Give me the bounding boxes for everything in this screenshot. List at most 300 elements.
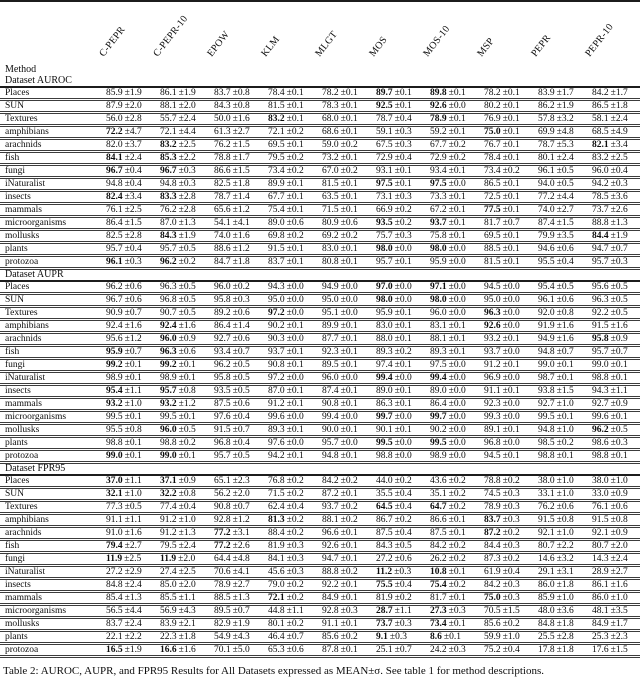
mean-value: 56.9	[160, 606, 177, 616]
std-value: ±0.5	[610, 295, 628, 305]
mean-value: 95.7	[106, 244, 123, 254]
mean-value: 83.2	[592, 153, 609, 163]
value-cell	[100, 126, 154, 139]
section-label: Dataset FPR95	[0, 463, 640, 476]
std-value: ±0.9	[610, 489, 628, 499]
value-cell	[532, 372, 586, 385]
mean-value: 90.2	[268, 321, 285, 331]
value-cell	[478, 553, 532, 566]
value-cell	[316, 631, 370, 644]
std-value: ±2.0	[178, 101, 196, 111]
std-value: ±0.1	[448, 334, 466, 344]
mean-value: 97.5	[376, 179, 393, 189]
std-value: ±5.3	[556, 140, 574, 150]
mean-value: 86.1	[592, 580, 609, 590]
std-value: ±2.1	[178, 619, 196, 629]
std-value: ±0.6	[340, 218, 358, 228]
value-cell	[532, 294, 586, 307]
mean-value: 56.0	[106, 114, 123, 124]
std-value: ±0.1	[502, 244, 520, 254]
mean-value: 83.9	[160, 619, 177, 629]
value-cell	[316, 605, 370, 618]
mean-value: 89.0	[430, 386, 447, 396]
value-cell	[370, 644, 424, 657]
value-cell	[208, 320, 262, 333]
std-value: ±0.1	[448, 515, 466, 525]
value-cell	[370, 475, 424, 488]
mean-value: 85.4	[106, 593, 123, 603]
mean-value: 59.2	[430, 127, 447, 137]
std-value: ±1.7	[556, 88, 574, 98]
value-cell	[586, 631, 640, 644]
column-header-label: MOS-10	[421, 23, 453, 60]
value-cell	[262, 618, 316, 631]
value-cell	[262, 540, 316, 553]
value-cell	[262, 307, 316, 320]
mean-value: 99.0	[160, 451, 177, 461]
std-value: ±0.4	[286, 502, 304, 512]
mean-value: 77.5	[484, 205, 501, 215]
std-value: ±2.8	[178, 205, 196, 215]
mean-value: 75.5	[376, 580, 393, 590]
value-cell	[586, 605, 640, 618]
value-cell	[478, 385, 532, 398]
std-value: ±0.0	[394, 438, 412, 448]
std-value: ±0.1	[340, 347, 358, 357]
value-cell	[586, 540, 640, 553]
std-value: ±0.1	[340, 179, 358, 189]
std-value: ±0.5	[178, 282, 196, 292]
std-value: ±2.0	[610, 541, 628, 551]
value-cell	[208, 566, 262, 579]
table-row	[0, 152, 640, 165]
table-row	[0, 579, 640, 592]
value-cell	[100, 165, 154, 178]
table-row	[0, 230, 640, 243]
mean-value: 80.7	[592, 541, 609, 551]
value-cell	[316, 527, 370, 540]
std-value: ±1.2	[124, 334, 142, 344]
value-cell	[154, 230, 208, 243]
mean-value: 89.1	[484, 425, 501, 435]
value-cell	[154, 566, 208, 579]
value-cell	[208, 372, 262, 385]
mean-value: 97.5	[430, 360, 447, 370]
mean-value: 85.6	[484, 619, 501, 629]
value-cell	[370, 243, 424, 256]
mean-value: 88.5	[214, 593, 231, 603]
mean-value: 99.4	[430, 373, 447, 383]
std-value: ±2.5	[178, 140, 196, 150]
std-value: ±0.1	[502, 114, 520, 124]
std-value: ±0.0	[286, 282, 304, 292]
mean-value: 80.1	[268, 619, 285, 629]
value-cell	[316, 566, 370, 579]
mean-value: 81.9	[268, 541, 285, 551]
value-cell	[478, 398, 532, 411]
value-cell	[424, 553, 478, 566]
mean-value: 74.0	[214, 231, 231, 241]
std-value: ±0.0	[394, 295, 412, 305]
row-label: mammals	[0, 204, 100, 217]
value-cell	[478, 87, 532, 100]
mean-value: 61.9	[484, 567, 501, 577]
std-value: ±0.2	[340, 476, 358, 486]
mean-value: 95.5	[106, 425, 123, 435]
mean-value: 90.8	[322, 399, 339, 409]
value-cell	[154, 217, 208, 230]
value-cell	[370, 100, 424, 113]
mean-value: 87.5	[214, 399, 231, 409]
mean-value: 96.2	[106, 282, 123, 292]
std-value: ±0.1	[286, 451, 304, 461]
value-cell	[100, 385, 154, 398]
std-value: ±0.5	[610, 308, 628, 318]
mean-value: 94.8	[538, 347, 555, 357]
table-row	[0, 333, 640, 346]
value-cell	[154, 553, 208, 566]
value-cell	[478, 256, 532, 269]
std-value: ±0.1	[556, 412, 574, 422]
std-value: ±2.4	[178, 114, 196, 124]
mean-value: 75.8	[430, 231, 447, 241]
std-value: ±0.1	[448, 205, 466, 215]
std-value: ±4.4	[124, 606, 142, 616]
mean-value: 95.4	[538, 282, 555, 292]
value-cell	[262, 501, 316, 514]
mean-value: 69.2	[322, 231, 339, 241]
std-value: ±1.6	[124, 528, 142, 538]
mean-value: 26.2	[430, 554, 447, 564]
value-cell	[100, 514, 154, 527]
mean-value: 78.7	[376, 114, 393, 124]
std-value: ±2.9	[124, 567, 142, 577]
value-cell	[478, 501, 532, 514]
std-value: ±1.5	[232, 140, 250, 150]
std-value: ±1.1	[124, 476, 142, 486]
value-cell	[316, 320, 370, 333]
mean-value: 76.2	[214, 140, 231, 150]
value-cell	[262, 139, 316, 152]
value-cell	[532, 644, 586, 657]
value-cell	[424, 204, 478, 217]
row-label: Places	[0, 87, 100, 100]
std-value: ±0.3	[340, 606, 358, 616]
value-cell	[478, 113, 532, 126]
mean-value: 88.8	[322, 567, 339, 577]
value-cell	[208, 514, 262, 527]
std-value: ±0.2	[394, 515, 412, 525]
row-label: SUN	[0, 294, 100, 307]
mean-value: 11.2	[376, 567, 393, 577]
std-value: ±0.7	[232, 606, 250, 616]
value-cell	[208, 139, 262, 152]
mean-value: 85.3	[160, 153, 177, 163]
mean-value: 92.8	[322, 606, 339, 616]
value-cell	[478, 204, 532, 217]
mean-value: 78.8	[484, 476, 501, 486]
value-cell	[262, 100, 316, 113]
value-cell	[316, 152, 370, 165]
mean-value: 44.0	[376, 476, 393, 486]
std-value: ±0.1	[448, 192, 466, 202]
table-row	[0, 165, 640, 178]
std-value: ±0.7	[232, 425, 250, 435]
mean-value: 94.8	[106, 179, 123, 189]
mean-value: 43.6	[430, 476, 447, 486]
std-value: ±0.1	[340, 360, 358, 370]
mean-value: 79.0	[268, 580, 285, 590]
value-cell	[100, 488, 154, 501]
value-cell	[208, 178, 262, 191]
value-cell	[532, 385, 586, 398]
value-cell	[370, 204, 424, 217]
mean-value: 94.9	[538, 334, 555, 344]
mean-value: 95.7	[376, 257, 393, 267]
mean-value: 78.5	[592, 192, 609, 202]
std-value: ±4.3	[178, 606, 196, 616]
mean-value: 98.0	[430, 244, 447, 254]
value-cell	[478, 618, 532, 631]
std-value: ±1.9	[124, 645, 142, 655]
value-cell	[100, 204, 154, 217]
std-value: ±0.3	[394, 567, 412, 577]
mean-value: 92.7	[538, 399, 555, 409]
value-cell	[154, 139, 208, 152]
mean-value: 65.1	[214, 476, 231, 486]
mean-value: 56.5	[106, 606, 123, 616]
std-value: ±0.1	[340, 244, 358, 254]
std-value: ±0.1	[178, 412, 196, 422]
std-value: ±1.8	[178, 632, 196, 642]
std-value: ±1.6	[610, 580, 628, 590]
value-cell	[262, 178, 316, 191]
row-label: fungi	[0, 359, 100, 372]
value-cell	[424, 243, 478, 256]
column-header-label: MOS	[367, 34, 390, 59]
std-value: ±0.1	[286, 321, 304, 331]
value-cell	[370, 631, 424, 644]
std-value: ±0.2	[502, 528, 520, 538]
mean-value: 91.1	[484, 386, 501, 396]
value-cell	[370, 165, 424, 178]
std-value: ±0.1	[340, 399, 358, 409]
value-cell	[208, 488, 262, 501]
mean-value: 95.7	[592, 257, 609, 267]
value-cell	[478, 294, 532, 307]
mean-value: 96.2	[214, 360, 231, 370]
mean-value: 68.6	[322, 127, 339, 137]
table-row	[0, 359, 640, 372]
mean-value: 98.8	[106, 438, 123, 448]
std-value: ±0.3	[178, 166, 196, 176]
std-value: ±0.8	[556, 308, 574, 318]
value-cell	[208, 359, 262, 372]
mean-value: 72.1	[268, 593, 285, 603]
value-cell	[370, 359, 424, 372]
std-value: ±0.1	[502, 101, 520, 111]
mean-value: 84.3	[160, 231, 177, 241]
std-value: ±4.4	[556, 192, 574, 202]
mean-value: 84.8	[538, 619, 555, 629]
std-value: ±0.2	[394, 205, 412, 215]
std-value: ±0.0	[286, 295, 304, 305]
std-value: ±0.3	[286, 554, 304, 564]
std-value: ±0.4	[394, 580, 412, 590]
mean-value: 98.8	[538, 451, 555, 461]
mean-value: 54.9	[214, 632, 231, 642]
std-value: ±3.6	[556, 606, 574, 616]
value-cell	[586, 644, 640, 657]
mean-value: 92.6	[430, 101, 447, 111]
std-value: ±2.4	[124, 580, 142, 590]
std-value: ±0.3	[610, 438, 628, 448]
value-cell	[208, 424, 262, 437]
value-cell	[478, 592, 532, 605]
std-value: ±0.7	[556, 347, 574, 357]
std-value: ±3.2	[556, 554, 574, 564]
std-value: ±0.2	[448, 580, 466, 590]
mean-value: 96.1	[538, 166, 555, 176]
mean-value: 96.2	[160, 257, 177, 267]
table-row	[0, 294, 640, 307]
mean-value: 96.3	[592, 295, 609, 305]
std-value: ±2.0	[178, 580, 196, 590]
value-cell	[370, 152, 424, 165]
mean-value: 87.3	[484, 554, 501, 564]
mean-value: 71.5	[322, 205, 339, 215]
mean-value: 81.7	[484, 218, 501, 228]
mean-value: 69.5	[268, 140, 285, 150]
value-cell	[478, 126, 532, 139]
value-cell	[208, 217, 262, 230]
mean-value: 95.1	[322, 308, 339, 318]
mean-value: 72.5	[484, 192, 501, 202]
std-value: ±0.4	[124, 179, 142, 189]
std-value: ±0.1	[340, 192, 358, 202]
std-value: ±1.4	[232, 192, 250, 202]
mean-value: 95.6	[106, 334, 123, 344]
value-cell	[424, 152, 478, 165]
mean-value: 82.5	[106, 231, 123, 241]
mean-value: 59.0	[322, 140, 339, 150]
std-value: ±0.1	[394, 386, 412, 396]
value-cell	[208, 87, 262, 100]
mean-value: 88.1	[430, 334, 447, 344]
column-header-pepr-10	[583, 1, 640, 76]
value-cell	[208, 152, 262, 165]
mean-value: 88.4	[268, 528, 285, 538]
mean-value: 67.7	[268, 192, 285, 202]
mean-value: 78.9	[484, 502, 501, 512]
mean-value: 10.8	[430, 567, 447, 577]
std-value: ±0.3	[502, 541, 520, 551]
std-value: ±1.5	[124, 218, 142, 228]
value-cell	[262, 566, 316, 579]
mean-value: 83.1	[430, 321, 447, 331]
value-cell	[316, 475, 370, 488]
value-cell	[154, 475, 208, 488]
std-value: ±0.1	[178, 373, 196, 383]
table-row	[0, 527, 640, 540]
mean-value: 96.3	[484, 308, 501, 318]
mean-value: 87.2	[484, 528, 501, 538]
value-cell	[316, 372, 370, 385]
mean-value: 72.9	[376, 153, 393, 163]
std-value: ±1.1	[124, 386, 142, 396]
std-value: ±3.7	[124, 140, 142, 150]
value-cell	[424, 165, 478, 178]
value-cell	[370, 307, 424, 320]
value-cell	[154, 320, 208, 333]
std-value: ±0.0	[340, 373, 358, 383]
mean-value: 90.3	[268, 334, 285, 344]
mean-value: 86.2	[538, 101, 555, 111]
value-cell	[532, 346, 586, 359]
std-value: ±0.1	[340, 205, 358, 215]
value-cell	[370, 424, 424, 437]
value-cell	[424, 475, 478, 488]
mean-value: 91.9	[538, 321, 555, 331]
value-cell	[532, 566, 586, 579]
mean-value: 95.7	[592, 347, 609, 357]
mean-value: 33.0	[592, 489, 609, 499]
std-value: ±0.1	[448, 114, 466, 124]
column-header-label: EPOW	[205, 29, 232, 59]
mean-value: 91.5	[592, 321, 609, 331]
std-value: ±0.4	[502, 645, 520, 655]
value-cell	[424, 333, 478, 346]
std-value: ±0.3	[394, 127, 412, 137]
value-cell	[100, 618, 154, 631]
mean-value: 94.0	[538, 179, 555, 189]
value-cell	[154, 514, 208, 527]
mean-value: 86.4	[106, 218, 123, 228]
row-label: mammals	[0, 398, 100, 411]
row-label: SUN	[0, 100, 100, 113]
mean-value: 81.9	[376, 593, 393, 603]
mean-value: 81.5	[484, 257, 501, 267]
section-row-dataset-fpr95	[0, 463, 640, 476]
value-cell	[316, 307, 370, 320]
mean-value: 94.9	[322, 282, 339, 292]
mean-value: 81.7	[430, 593, 447, 603]
mean-value: 57.8	[538, 114, 555, 124]
mean-value: 98.0	[430, 295, 447, 305]
mean-value: 87.8	[322, 645, 339, 655]
mean-value: 94.8	[322, 451, 339, 461]
mean-value: 93.7	[484, 347, 501, 357]
std-value: ±0.0	[286, 308, 304, 318]
std-value: ±0.0	[502, 282, 520, 292]
value-cell	[208, 281, 262, 294]
value-cell	[586, 450, 640, 463]
table-row	[0, 488, 640, 501]
std-value: ±0.1	[448, 231, 466, 241]
value-cell	[370, 281, 424, 294]
std-value: ±0.2	[448, 476, 466, 486]
mean-value: 83.3	[160, 192, 177, 202]
mean-value: 97.0	[376, 282, 393, 292]
value-cell	[316, 217, 370, 230]
row-label: Textures	[0, 307, 100, 320]
std-value: ±3.5	[610, 606, 628, 616]
column-header-mlgt	[313, 1, 370, 76]
std-value: ±0.1	[286, 101, 304, 111]
mean-value: 77.2	[214, 528, 231, 538]
row-label: fish	[0, 540, 100, 553]
std-value: ±0.0	[502, 295, 520, 305]
